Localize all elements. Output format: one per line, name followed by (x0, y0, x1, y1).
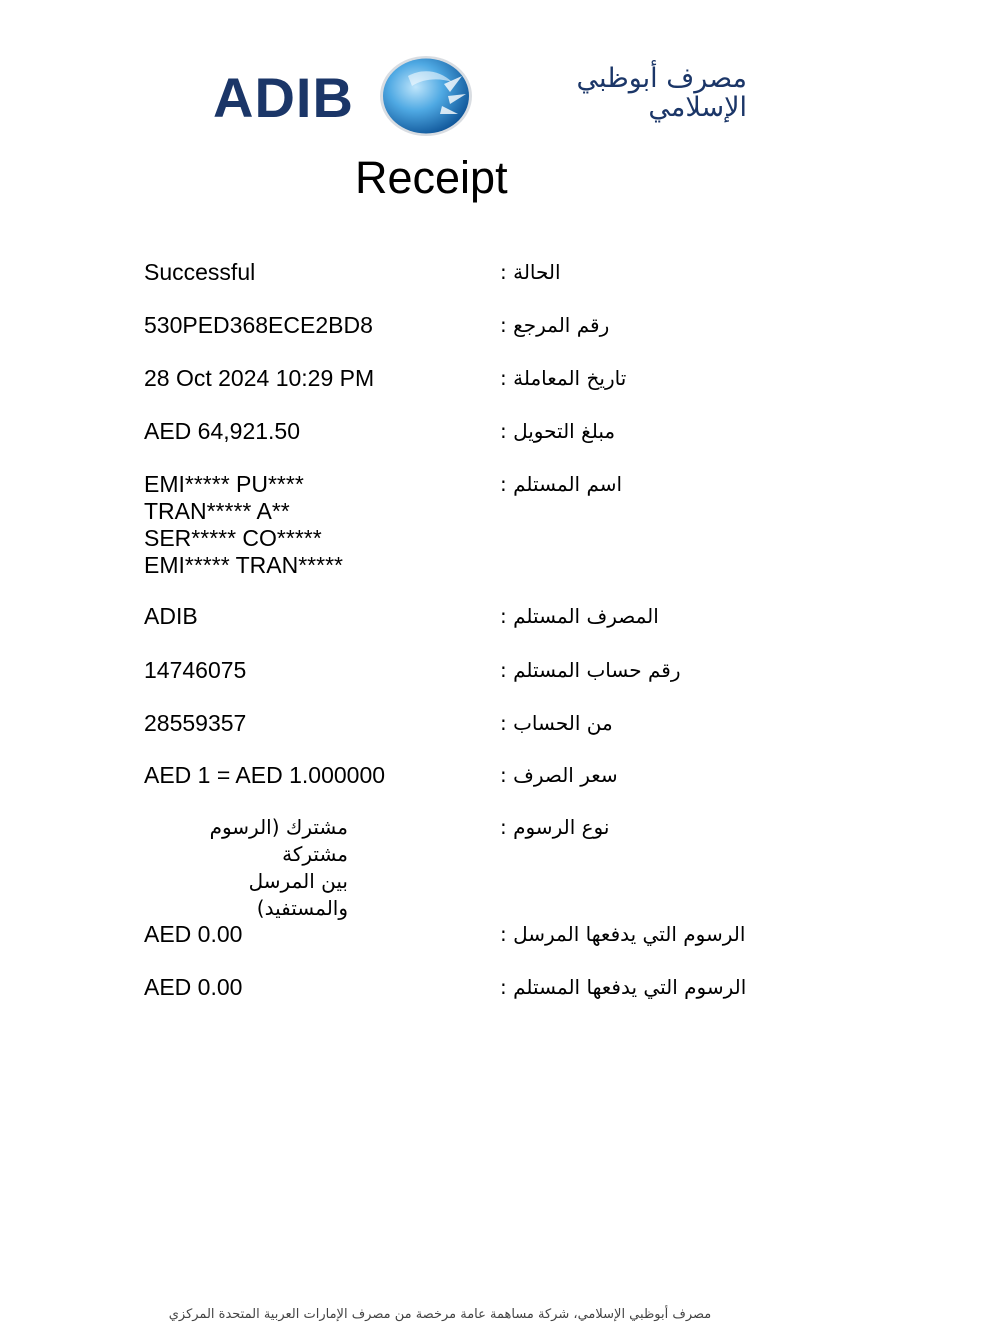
exchange-rate-value: AED 1 = AED 1.000000 (144, 762, 386, 788)
transfer-amount-label: مبلغ التحويل : (500, 419, 616, 443)
exchange-rate-label: سعر الصرف : (500, 763, 618, 787)
from-account-value: 28559357 (144, 710, 247, 736)
recipient-charges-value: AED 0.00 (144, 974, 243, 1000)
page-title: Receipt (355, 152, 508, 203)
logo-wordmark-arabic (495, 64, 747, 122)
status-label: الحالة : (500, 260, 561, 284)
sender-charges-label: الرسوم التي يدفعها المرسل : (500, 922, 746, 946)
from-account-label: من الحساب : (500, 711, 613, 735)
transfer-amount-value: AED 64,921.50 (144, 418, 301, 444)
recipient-charges-label: الرسوم التي يدفعها المستلم : (500, 975, 747, 999)
charge-type-value: مشترك (الرسوم مشتركة بين المرسل والمستفيد) (209, 815, 348, 920)
charge-type-label: نوع الرسوم : (500, 815, 610, 839)
status-value: Successful (144, 259, 256, 285)
reference-value: 530PED368ECE2BD8 (144, 312, 373, 338)
logo-arabic-line2: الإسلامي (648, 92, 747, 123)
recipient-name-label: اسم المستلم : (500, 472, 623, 496)
transaction-date-label: تاريخ المعاملة : (500, 366, 627, 390)
sender-charges-value: AED 0.00 (144, 921, 243, 947)
transaction-date-value: 28 Oct 2024 10:29 PM (144, 365, 375, 391)
bank-logo (213, 52, 753, 142)
reference-label: رقم المرجع : (500, 313, 610, 337)
recipient-bank-value: ADIB (144, 603, 198, 629)
legal-footer: مصرف أبوظبي الإسلامي، شركة مساهمة عامة مرخصة من مصرف الإمارات العربية المتحدة المركزي (168, 1307, 712, 1322)
recipient-account-value: 14746075 (144, 657, 247, 683)
recipient-account-label: رقم حساب المستلم : (500, 658, 681, 682)
logo-arabic-line1: مصرف أبوظبي (576, 63, 747, 94)
logo-wordmark-latin: ADIB (213, 66, 354, 129)
globe-logo-icon (378, 54, 474, 138)
recipient-bank-label: المصرف المستلم : (500, 604, 659, 628)
recipient-name-value: EMI***** PU**** TRAN***** A** SER***** CO***** EMI***** TRAN***** (144, 471, 343, 578)
